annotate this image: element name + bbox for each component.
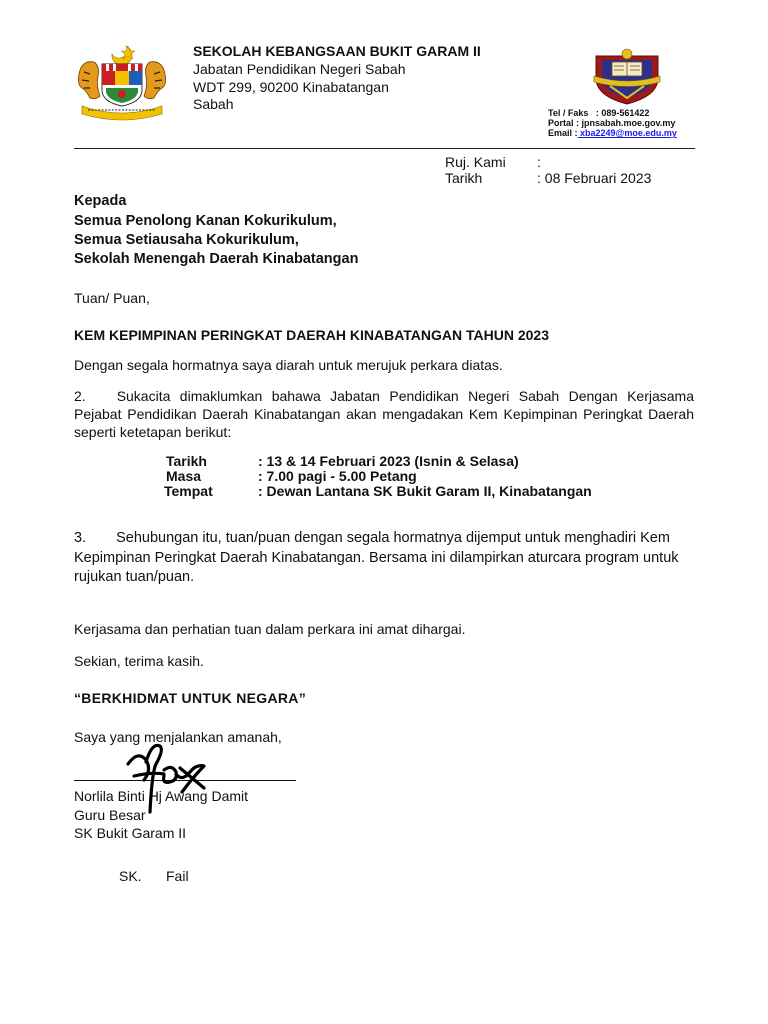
detail-value-time: : 7.00 pagi - 5.00 Petang <box>258 468 417 484</box>
cc-value: Fail <box>166 868 189 884</box>
recipient-line: Sekolah Menengah Daerah Kinabatangan <box>74 251 359 267</box>
department-name: Jabatan Pendidikan Negeri Sabah <box>193 61 406 77</box>
address-state: Sabah <box>193 96 234 112</box>
cc-label: SK. <box>119 868 142 884</box>
letterhead-divider <box>74 148 695 149</box>
salutation: Tuan/ Puan, <box>74 290 150 306</box>
coat-of-arms-emblem <box>72 40 172 122</box>
handwritten-signature <box>120 740 215 815</box>
school-name: SEKOLAH KEBANGSAAN BUKIT GARAM II <box>193 43 481 59</box>
detail-label-time: Masa <box>166 468 202 484</box>
contact-email: Email : xba2249@moe.edu.my <box>548 128 677 138</box>
paragraph-2: 2. Sukacita dimaklumkan bahawa Jabatan Pendidikan Negeri Sabah Dengan Kerjasama Pejabat Pendidikan Daerah Kinabatangan akan mengadakan Kem Kepimpinan Peringkat Daerah seperti ketetapan berikut: <box>74 388 694 440</box>
subject-heading: KEM KEPIMPINAN PERINGKAT DAERAH KINABATANGAN TAHUN 2023 <box>74 327 549 343</box>
school-logo-emblem <box>590 46 664 106</box>
email-link[interactable]: xba2249@moe.edu.my <box>577 128 677 138</box>
signatory-title: Guru Besar <box>74 807 146 823</box>
detail-label-venue: Tempat <box>164 483 213 499</box>
detail-label-date: Tarikh <box>166 453 207 469</box>
closing-text: Sekian, terima kasih. <box>74 653 204 669</box>
sign-intro: Saya yang menjalankan amanah, <box>74 729 282 745</box>
intro-paragraph: Dengan segala hormatnya saya diarah untuk merujuk perkara diatas. <box>74 357 503 373</box>
contact-portal: Portal : jpnsabah.moe.gov.my <box>548 118 676 128</box>
signatory-school: SK Bukit Garam II <box>74 825 187 841</box>
recipient-line: Semua Setiausaha Kokurikulum, <box>74 232 299 248</box>
date-value: : 08 Februari 2023 <box>537 170 652 186</box>
signatory-name: Norlila Binti Hj Awang Damit <box>74 788 249 804</box>
detail-value-venue: : Dewan Lantana SK Bukit Garam II, Kinabatangan <box>258 483 592 499</box>
motto-text: “BERKHIDMAT UNTUK NEGARA” <box>74 690 307 706</box>
reference-value: : <box>537 154 541 170</box>
detail-value-date: : 13 & 14 Februari 2023 (Isnin & Selasa) <box>258 453 519 469</box>
paragraph-3: 3. Sehubungan itu, tuan/puan dengan segala hormatnya dijemput untuk menghadiri Kem Kepimpinan Peringkat Daerah Kinabatangan. Bersama ini dilampirkan aturcara program untuk rujukan tuan/puan. <box>74 530 679 585</box>
reference-label: Ruj. Kami <box>445 154 506 170</box>
thanks-text: Kerjasama dan perhatian tuan dalam perkara ini amat dihargai. <box>74 621 466 637</box>
address-line: WDT 299, 90200 Kinabatangan <box>193 79 389 95</box>
contact-tel: Tel / Faks : 089-561422 <box>548 108 650 118</box>
recipient-line: Semua Penolong Kanan Kokurikulum, <box>74 213 337 229</box>
date-label: Tarikh <box>445 170 483 186</box>
recipient-heading: Kepada <box>74 193 127 209</box>
